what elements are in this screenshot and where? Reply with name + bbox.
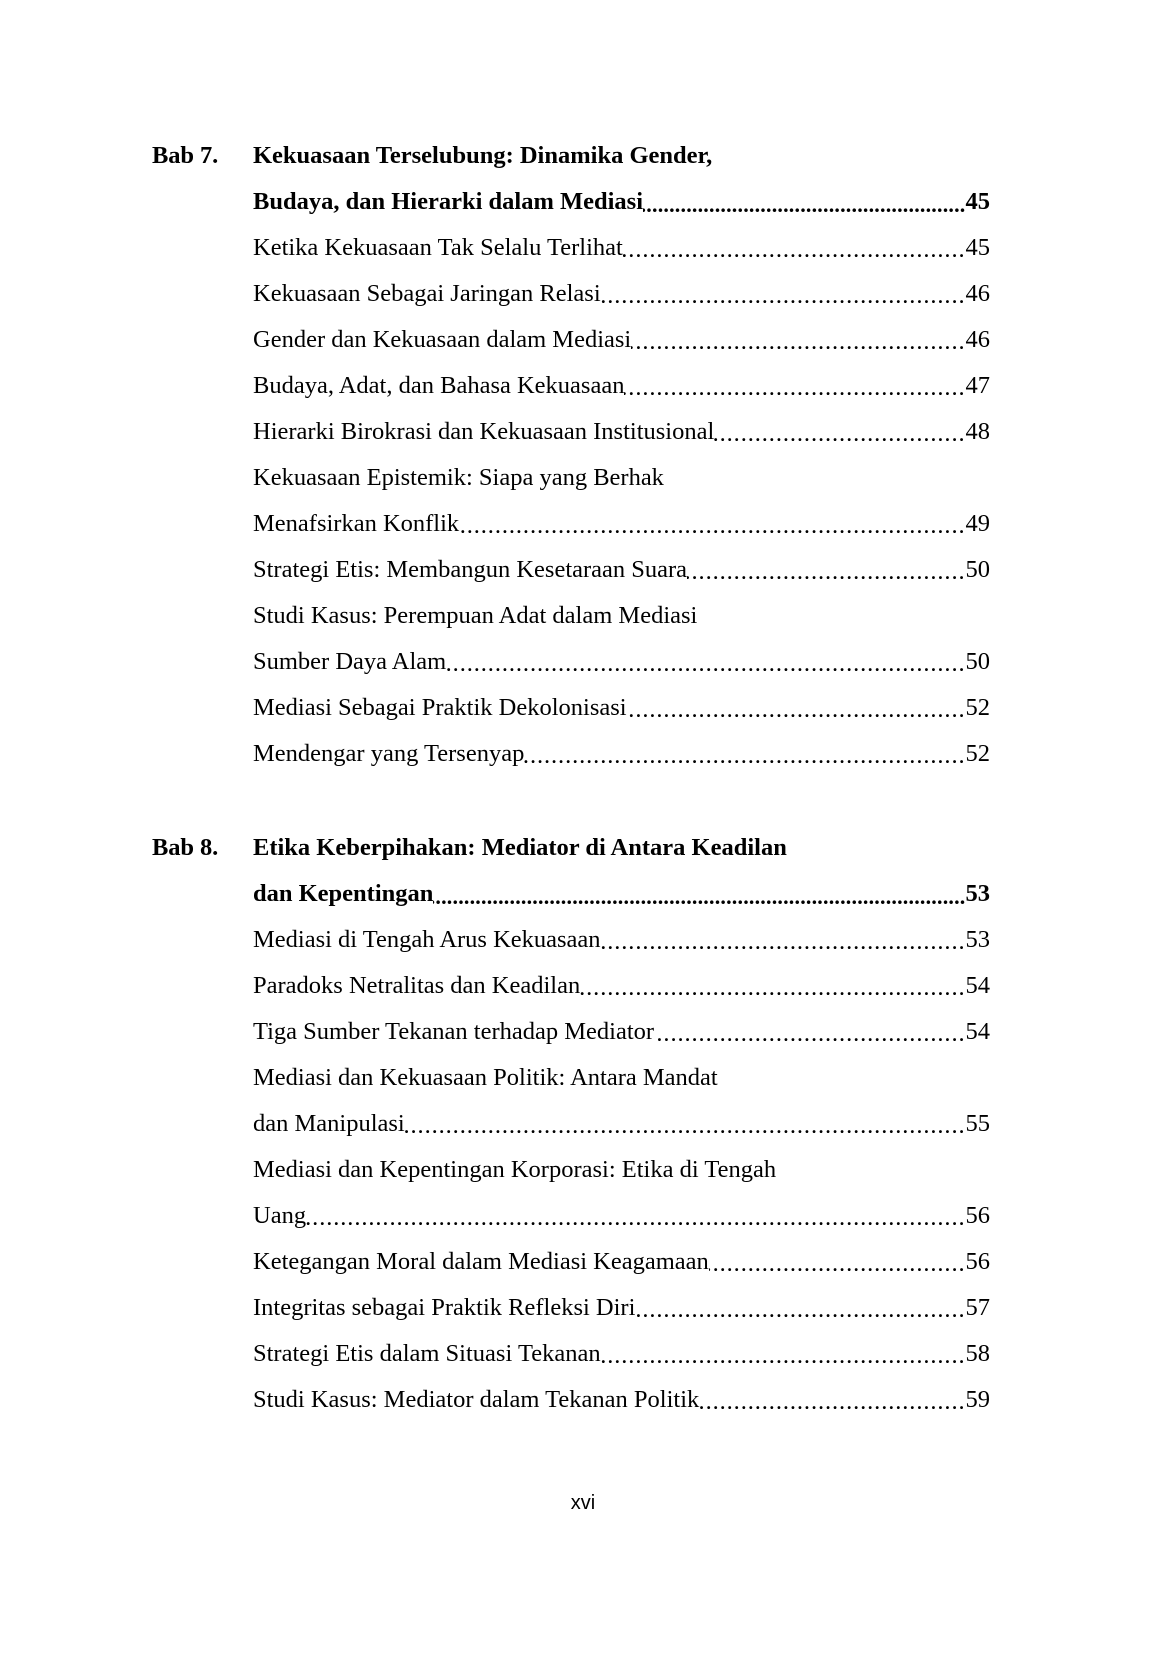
dot-leader — [687, 568, 965, 584]
page-number: 52 — [965, 740, 990, 767]
toc-entry — [253, 280, 990, 308]
toc-entry — [253, 188, 990, 216]
page-number: 45 — [965, 234, 990, 261]
toc-entry-row[interactable] — [152, 556, 990, 602]
toc-entry-row[interactable] — [152, 280, 990, 326]
dot-leader — [718, 1075, 990, 1091]
page-number: 54 — [965, 972, 990, 999]
toc-entry — [253, 1158, 990, 1183]
entry-title-text: Sumber Daya Alam — [253, 648, 447, 675]
dot-leader — [635, 1306, 965, 1322]
chapter-title-text: Kekuasaan Terselubung: Dinamika Gender, — [253, 144, 713, 169]
toc-entry — [253, 926, 990, 954]
dot-leader — [664, 475, 990, 491]
toc-entry-row[interactable] — [152, 926, 990, 972]
toc-entry-row[interactable] — [152, 510, 990, 556]
toc-entry — [253, 1248, 990, 1276]
toc-chapter-row[interactable] — [152, 834, 990, 880]
dot-leader — [787, 845, 990, 861]
page-folio: xvi — [570, 1492, 596, 1514]
toc-entry-row[interactable] — [152, 1248, 990, 1294]
toc-entry-row[interactable] — [152, 694, 990, 740]
page-number: 46 — [965, 326, 990, 353]
dot-leader — [714, 430, 965, 446]
toc-entry-row[interactable] — [152, 1386, 990, 1432]
dot-leader — [601, 938, 966, 954]
dot-leader — [643, 200, 965, 216]
dot-leader — [776, 1167, 990, 1183]
dot-leader — [433, 892, 965, 908]
entry-title-text: Paradoks Netralitas dan Keadilan — [253, 972, 581, 999]
entry-title-text: dan Manipulasi — [253, 1110, 405, 1137]
toc-entry-row[interactable] — [152, 740, 990, 786]
dot-leader — [601, 292, 966, 308]
toc-entry-row[interactable] — [152, 418, 990, 464]
dot-leader — [405, 1122, 966, 1138]
page-number: 50 — [965, 648, 990, 675]
entry-title-text: Ketika Kekuasaan Tak Selalu Terlihat — [253, 234, 623, 261]
dot-leader — [699, 1398, 965, 1414]
toc-entry-row[interactable] — [152, 648, 990, 694]
page-number: 52 — [965, 694, 990, 721]
toc-entry — [253, 648, 990, 676]
entry-title-text: Tiga Sumber Tekanan terhadap Mediator — [253, 1018, 655, 1045]
toc-list — [152, 142, 990, 1432]
entry-title-text: Mediasi dan Kekuasaan Politik: Antara Mandat — [253, 1066, 718, 1091]
dot-leader — [654, 1030, 965, 1046]
toc-entry-row[interactable] — [152, 1064, 990, 1110]
toc-entry-row[interactable] — [152, 1294, 990, 1340]
page-number: 53 — [965, 926, 990, 953]
chapter-title-text: Budaya, dan Hierarki dalam Mediasi — [253, 188, 644, 215]
toc-entry — [253, 1386, 990, 1414]
chapter-spacer — [152, 786, 990, 834]
toc-chapter-row[interactable] — [152, 880, 990, 926]
chapter-block — [152, 142, 990, 786]
page-number: 55 — [965, 1110, 990, 1137]
toc-entry — [253, 418, 990, 446]
toc-entry — [253, 144, 990, 169]
toc-entry — [253, 466, 990, 491]
page-number: 58 — [965, 1340, 990, 1367]
page-number: 59 — [965, 1386, 990, 1413]
toc-entry — [253, 510, 990, 538]
entry-title-text: Ketegangan Moral dalam Mediasi Keagamaan — [253, 1248, 709, 1275]
dot-leader — [624, 384, 965, 400]
toc-chapter-row[interactable] — [152, 142, 990, 188]
toc-entry — [253, 880, 990, 908]
page-number: 45 — [965, 188, 990, 215]
page-number: 57 — [965, 1294, 990, 1321]
entry-title-text: Mediasi dan Kepentingan Korporasi: Etika di Tengah — [253, 1158, 777, 1183]
dot-leader — [623, 246, 966, 262]
entry-title-text: Strategi Etis: Membangun Kesetaraan Suara — [253, 556, 688, 583]
toc-entry-row[interactable] — [152, 1156, 990, 1202]
chapter-block — [152, 834, 990, 1432]
entry-title-text: Hierarki Birokrasi dan Kekuasaan Institusional — [253, 418, 715, 445]
dot-leader — [306, 1214, 965, 1230]
toc-entry-row[interactable] — [152, 234, 990, 280]
dot-leader — [631, 338, 965, 354]
toc-entry-row[interactable] — [152, 1202, 990, 1248]
toc-entry-row[interactable] — [152, 326, 990, 372]
page-number: 54 — [965, 1018, 990, 1045]
toc-entry — [253, 972, 990, 1000]
entry-title-text: Studi Kasus: Perempuan Adat dalam Mediasi — [253, 604, 698, 629]
toc-entry — [253, 1110, 990, 1138]
toc-entry-row[interactable] — [152, 1018, 990, 1064]
toc-entry — [253, 604, 990, 629]
page-number: 47 — [965, 372, 990, 399]
toc-entry — [253, 1340, 990, 1368]
page-number: 53 — [965, 880, 990, 907]
page-number: 49 — [965, 510, 990, 537]
dot-leader — [712, 153, 990, 169]
entry-title-text: Uang — [253, 1202, 307, 1229]
entry-title-text: Mediasi di Tengah Arus Kekuasaan — [253, 926, 601, 953]
toc-entry-row[interactable] — [152, 1110, 990, 1156]
entry-title-text: Kekuasaan Epistemik: Siapa yang Berhak — [253, 466, 664, 491]
dot-leader — [709, 1260, 966, 1276]
entry-title-text: Integritas sebagai Praktik Refleksi Diri — [253, 1294, 636, 1321]
entry-title-text: Studi Kasus: Mediator dalam Tekanan Politik — [253, 1386, 700, 1413]
toc-entry — [253, 836, 990, 861]
toc-entry-row[interactable] — [152, 464, 990, 510]
entry-title-text: Menafsirkan Konflik — [253, 510, 460, 537]
toc-entry — [253, 556, 990, 584]
toc-entry-row[interactable] — [152, 972, 990, 1018]
page-number: 46 — [965, 280, 990, 307]
dot-leader — [601, 1352, 966, 1368]
page-number: 56 — [965, 1248, 990, 1275]
chapter-title-text: dan Kepentingan — [253, 880, 434, 907]
chapter-title-text: Etika Keberpihakan: Mediator di Antara Keadilan — [253, 836, 787, 861]
chapter-number-label: Bab 7. — [152, 142, 219, 169]
toc-entry — [253, 326, 990, 354]
entry-title-text: Mendengar yang Tersenyap — [253, 740, 525, 767]
chapter-number-label: Bab 8. — [152, 834, 219, 861]
toc-entry — [253, 234, 990, 262]
toc-entry-row[interactable] — [152, 602, 990, 648]
entry-title-text: Gender dan Kekuasaan dalam Mediasi — [253, 326, 632, 353]
entry-title-text: Strategi Etis dalam Situasi Tekanan — [253, 1340, 601, 1367]
entry-title-text: Kekuasaan Sebagai Jaringan Relasi — [253, 280, 601, 307]
dot-leader — [524, 752, 965, 768]
toc-entry-row[interactable] — [152, 372, 990, 418]
page-number: 50 — [965, 556, 990, 583]
dot-leader — [446, 660, 965, 676]
toc-chapter-row[interactable] — [152, 188, 990, 234]
dot-leader — [627, 706, 966, 722]
dot-leader — [580, 984, 965, 1000]
dot-leader — [697, 613, 990, 629]
entry-title-text: Mediasi Sebagai Praktik Dekolonisasi — [253, 694, 627, 721]
dot-leader — [459, 522, 965, 538]
entry-title-text: Budaya, Adat, dan Bahasa Kekuasaan — [253, 372, 625, 399]
toc-entry — [253, 1066, 990, 1091]
toc-entry — [253, 694, 990, 722]
toc-entry — [253, 372, 990, 400]
toc-entry — [253, 1018, 990, 1046]
page-number: 48 — [965, 418, 990, 445]
toc-entry — [253, 1294, 990, 1322]
toc-entry — [253, 740, 990, 768]
toc-entry-row[interactable] — [152, 1340, 990, 1386]
page-number: 56 — [965, 1202, 990, 1229]
toc-entry — [253, 1202, 990, 1230]
